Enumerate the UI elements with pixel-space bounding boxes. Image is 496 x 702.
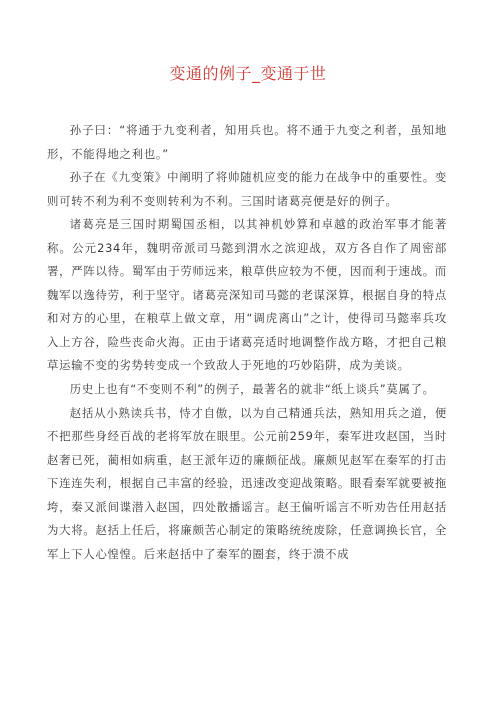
paragraph-1: 孙子曰：“将通于九变利者，知用兵也。将不通于九变之利者，虽知地形，不能得地之利也。”	[47, 123, 447, 161]
paragraph-3: 诸葛亮是三国时期蜀国丞相，以其神机妙算和卓越的政治军事才能著称。公元234年，魏明帝派司马懿到渭水之滨迎战，双方各自作了周密部署，严阵以待。蜀军由于劳师远来，粮草供应较为不便，因而利于速战。而魏军以逸待劳，利于坚守。诸葛亮深知司马懿的老谋深算，根据自身的特点和对方的心里，在粮草上做文章，用“调虎离山”之计，使得司马懿率兵攻入上方谷，险些丧命火海。正由于诸葛亮适时地调整作战方略，才把自己粮草运输不变的劣势转变成一个致敌人于死地的巧妙陷阱，成为美谈。	[47, 217, 447, 373]
paragraph-4: 历史上也有“不变则不利”的例子，最著名的就非“纸上谈兵”莫属了。	[69, 382, 435, 397]
document-body	[47, 119, 447, 566]
paragraph-2: 孙子在《九变策》中阐明了将帅随机应变的能力在战争中的重要性。变则可转不利为利不变则转利为不利。三国时诸葛亮便是好的例子。	[47, 170, 447, 208]
paragraph-5: 赵括从小熟读兵书，恃才自傲，以为自己精通兵法，熟知用兵之道，便不把那些身经百战的老将军放在眼里。公元前259年，秦军进攻赵国，当时赵奢已死，蔺相如病重，赵王派年迈的廉颇征战。廉颇见赵军在秦军的打击下连连失利，根据自己丰富的经验，迅速改变迎战策略。眼看秦军就要被拖垮，秦又派间谍潜入赵国，四处散播谣言。赵王偏听谣言不听劝告任用赵括为大将。赵括上任后，将廉颇苦心制定的策略统统废除，任意调换长官，全军上下人心惶惶。后来赵括中了秦军的圈套，终于溃不成	[47, 405, 447, 561]
document-title: 变通的例子_变通于世	[169, 64, 327, 83]
